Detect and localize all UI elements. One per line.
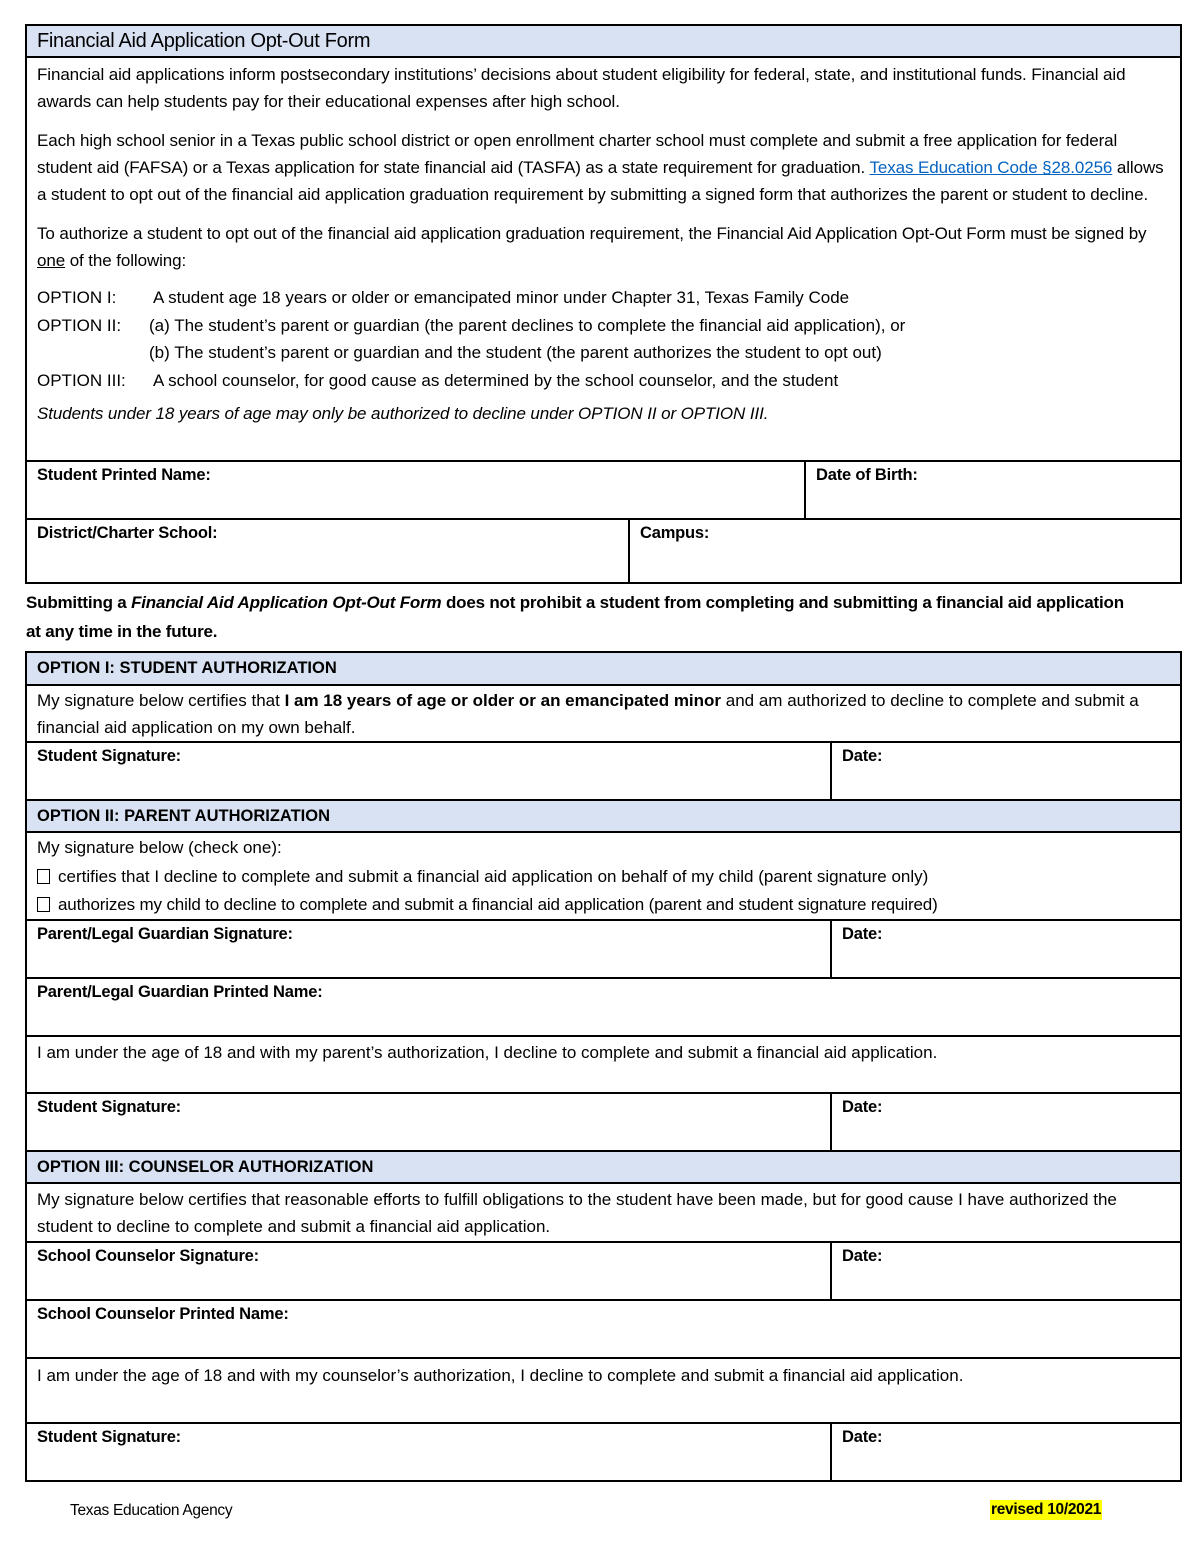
- date-label: Date:: [842, 747, 883, 765]
- option-ii-student-date-cell[interactable]: [830, 1094, 1180, 1150]
- student-printed-name-label: Student Printed Name:: [37, 466, 211, 484]
- option-i-text: My signature below certifies that: [37, 691, 285, 710]
- option-key: OPTION I:: [37, 288, 117, 307]
- counselor-date-input[interactable]: [842, 1273, 1170, 1295]
- district-charter-school-label: District/Charter School:: [37, 524, 218, 542]
- option-i-student-signature-cell[interactable]: [27, 743, 830, 799]
- parent-signature-cell[interactable]: [27, 921, 830, 977]
- form-title-header: [27, 26, 1180, 58]
- counselor-printed-name-row: [27, 1301, 1180, 1359]
- option-text: (b) The student’s parent or guardian and the student (the parent authorizes the student to opt out): [149, 343, 882, 362]
- counselor-signature-label: School Counselor Signature:: [37, 1247, 259, 1265]
- district-charter-school-cell[interactable]: [27, 520, 628, 582]
- option-iii-statement-text: My signature below certifies that reasonable efforts to fulfill obligations to the student have been made, but for good cause I have authorized the student to decline to complete and submit a financial aid application.: [37, 1190, 1117, 1236]
- option-iii-student-date-input[interactable]: [842, 1456, 1170, 1478]
- date-label: Date:: [842, 1428, 883, 1446]
- intro-paragraph-1: Financial aid applications inform postsecondary institutions’ decisions about student eligibility for federal, state, and institutional funds. Financial aid awards can help students pay for their educational expenses after high school.: [37, 65, 1126, 111]
- option-ii-description-a: [37, 312, 1170, 340]
- counselor-printed-name-cell[interactable]: [27, 1301, 1180, 1357]
- student-printed-name-cell[interactable]: [27, 462, 804, 518]
- date-label: Date:: [842, 925, 883, 943]
- counselor-printed-name-label: School Counselor Printed Name:: [37, 1305, 289, 1323]
- form-title: Financial Aid Application Opt-Out Form: [37, 30, 371, 52]
- parent-printed-name-input[interactable]: [37, 1009, 1170, 1031]
- notice-text-cont: does not prohibit a student from completing and submitting a financial aid application at any time in the future.: [26, 593, 1124, 641]
- option-i-signature-row: [27, 743, 1180, 801]
- option-ii-student-statement: [27, 1037, 1180, 1094]
- option-i-description: [37, 284, 1170, 312]
- option-i-date-input[interactable]: [842, 773, 1170, 795]
- notice-form-name: Financial Aid Application Opt-Out Form: [131, 593, 442, 612]
- option-ii-checkboxes: [27, 833, 1180, 921]
- campus-cell[interactable]: [628, 520, 1180, 582]
- date-label: Date:: [842, 1098, 883, 1116]
- option-iii-student-date-cell[interactable]: [830, 1424, 1180, 1482]
- campus-label: Campus:: [640, 524, 710, 542]
- checkbox-parent-authorizes-child[interactable]: [37, 897, 50, 912]
- intro-paragraph-3-text: To authorize a student to opt out of the financial aid application graduation requirement, the Financial Aid Application Opt-Out Form must be signed by: [37, 224, 1147, 243]
- date-of-birth-input[interactable]: [816, 492, 1170, 514]
- school-info-row: [27, 520, 1180, 582]
- checkbox-parent-declines[interactable]: [37, 869, 50, 884]
- option-ii-student-date-input[interactable]: [842, 1124, 1170, 1146]
- parent-printed-name-row: [27, 979, 1180, 1037]
- intro-paragraph-2: [37, 127, 1170, 208]
- authorization-box: [25, 651, 1182, 1482]
- option-iii-header: [27, 1152, 1180, 1184]
- option-key: OPTION III:: [37, 370, 126, 390]
- check-one-instruction: My signature below (check one):: [37, 838, 282, 857]
- date-of-birth-label: Date of Birth:: [816, 466, 918, 484]
- option-i-statement: [27, 686, 1180, 743]
- parent-date-cell[interactable]: [830, 921, 1180, 977]
- date-label: Date:: [842, 1247, 883, 1265]
- counselor-signature-cell[interactable]: [27, 1243, 830, 1299]
- option-ii-description-b: [37, 339, 1170, 367]
- option-iii-student-signature-input[interactable]: [37, 1456, 820, 1478]
- student-signature-label: Student Signature:: [37, 1428, 181, 1446]
- parent-signature-input[interactable]: [37, 951, 820, 973]
- footer-revised-date: revised 10/2021: [991, 1501, 1102, 1518]
- date-of-birth-cell[interactable]: [804, 462, 1180, 518]
- district-charter-school-input[interactable]: [37, 556, 618, 578]
- option-iii-student-statement-text: I am under the age of 18 and with my counselor’s authorization, I decline to complete and submit a financial aid application.: [37, 1366, 964, 1385]
- notice-text: Submitting a: [26, 593, 132, 612]
- option-iii-statement: [27, 1184, 1180, 1243]
- student-signature-label: Student Signature:: [37, 747, 181, 765]
- option-ii-title: OPTION II: PARENT AUTHORIZATION: [37, 807, 331, 825]
- counselor-date-cell[interactable]: [830, 1243, 1180, 1299]
- option-key: OPTION II:: [37, 315, 122, 335]
- texas-education-code-link[interactable]: Texas Education Code §28.0256: [869, 158, 1113, 177]
- option-i-title: OPTION I: STUDENT AUTHORIZATION: [37, 659, 337, 677]
- counselor-printed-name-input[interactable]: [37, 1331, 1170, 1353]
- option-iii-student-signature-cell[interactable]: [27, 1424, 830, 1482]
- option-ii-student-statement-text: I am under the age of 18 and with my parent’s authorization, I decline to complete and submit a financial aid application.: [37, 1043, 938, 1062]
- option-iii-description: [37, 367, 1170, 395]
- parent-signature-label: Parent/Legal Guardian Signature:: [37, 925, 293, 943]
- option-ii-student-signature-row: [27, 1094, 1180, 1152]
- intro-paragraph-2-text-cont: allows a student to opt out of the financial aid application graduation requirement by submitting a signed form that authorizes the parent or student to decline.: [37, 158, 1164, 204]
- intro-text: [27, 58, 1180, 462]
- option-i-text-bold: I am 18 years of age or older or an emancipated minor: [284, 691, 722, 710]
- option-text: A student age 18 years or older or emancipated minor under Chapter 31, Texas Family Code: [153, 288, 850, 307]
- options-list: [37, 284, 1170, 394]
- parent-printed-name-cell[interactable]: [27, 979, 1180, 1035]
- option-ii-header: [27, 801, 1180, 833]
- option-iii-student-signature-row: [27, 1424, 1180, 1482]
- under-18-note: Students under 18 years of age may only be authorized to decline under OPTION II or OPTION III.: [37, 404, 769, 423]
- student-printed-name-input[interactable]: [37, 492, 794, 514]
- intro-paragraph-3-text-cont: of the following:: [65, 251, 187, 270]
- counselor-signature-row: [27, 1243, 1180, 1301]
- option-text: A school counselor, for good cause as determined by the school counselor, and the student: [153, 370, 839, 390]
- student-info-row: [27, 462, 1180, 520]
- option-i-header: [27, 653, 1180, 686]
- student-signature-label: Student Signature:: [37, 1098, 181, 1116]
- intro-paragraph-2-text: Each high school senior in a Texas public school district or open enrollment charter school must complete and submit a free application for federal student aid (FAFSA) or a Texas application for state financial aid (TASFA) as a state requirement for graduation.: [37, 131, 1118, 177]
- parent-date-input[interactable]: [842, 951, 1170, 973]
- one-underlined: one: [37, 251, 66, 270]
- opt-out-form-intro-box: [25, 24, 1182, 584]
- checkbox-row-parent-and-student[interactable]: [37, 891, 1170, 920]
- option-i-date-cell[interactable]: [830, 743, 1180, 799]
- campus-input[interactable]: [640, 556, 1170, 578]
- option-ii-student-signature-cell[interactable]: [27, 1094, 830, 1150]
- opt-out-notice: [26, 588, 1136, 646]
- option-i-student-signature-input[interactable]: [37, 773, 820, 795]
- checkbox-row-parent-only[interactable]: [37, 863, 1170, 892]
- parent-signature-row: [27, 921, 1180, 979]
- option-ii-student-signature-input[interactable]: [37, 1124, 820, 1146]
- option-i-text-cont: and am authorized to decline to complete and submit a financial aid application on my own behalf.: [37, 691, 1139, 737]
- counselor-signature-input[interactable]: [37, 1273, 820, 1295]
- checkbox-parent-declines-label: certifies that I decline to complete and submit a financial aid application on behalf of my child (parent signature only): [58, 866, 929, 886]
- option-key: [37, 339, 149, 367]
- checkbox-parent-authorizes-child-label: authorizes my child to decline to complete and submit a financial aid application (parent and student signature required): [58, 895, 938, 914]
- intro-paragraph-3: [37, 220, 1170, 274]
- footer-agency: Texas Education Agency: [70, 1502, 233, 1519]
- option-text: (a) The student’s parent or guardian (the parent declines to complete the financial aid application), or: [149, 315, 906, 335]
- option-iii-title: OPTION III: COUNSELOR AUTHORIZATION: [37, 1158, 374, 1176]
- parent-printed-name-label: Parent/Legal Guardian Printed Name:: [37, 983, 323, 1001]
- option-iii-student-statement: [27, 1359, 1180, 1424]
